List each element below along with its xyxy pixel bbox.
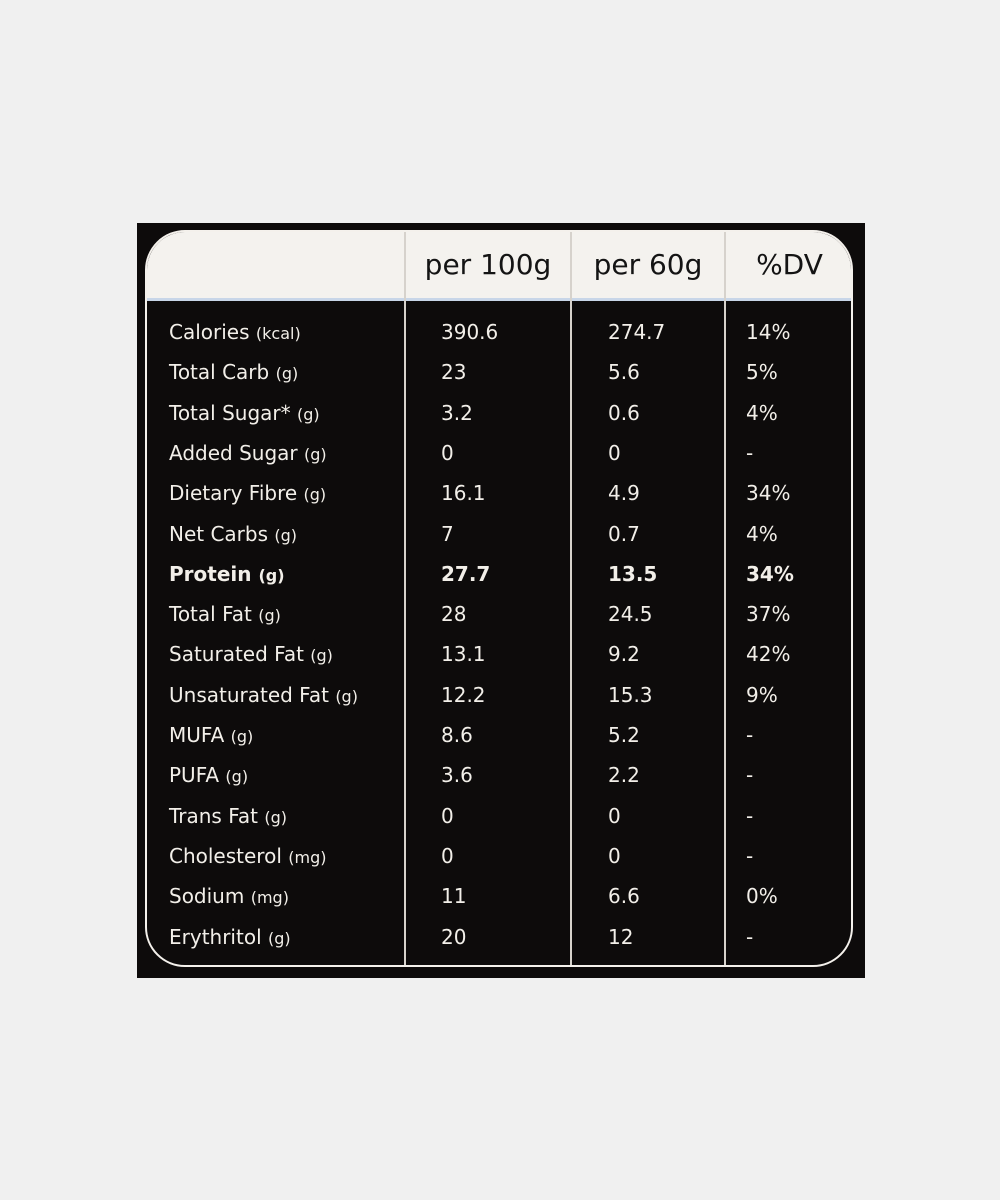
nutrient-name: Erythritol: [169, 924, 262, 949]
value-per-60g: 15.3: [608, 682, 653, 707]
value-percent-dv: 4%: [746, 521, 778, 546]
value-percent-dv: -: [746, 440, 754, 465]
value-per-60g: 2.2: [608, 763, 640, 788]
value-per-100g: 0: [441, 843, 454, 868]
value-per-100g: 11: [441, 884, 467, 909]
nutrition-table: [145, 230, 853, 967]
nutrient-unit: (g): [230, 727, 254, 746]
nutrient-label: [169, 594, 281, 636]
table-row: [147, 634, 851, 674]
value-per-100g: 28: [441, 602, 467, 627]
nutrient-unit: (kcal): [255, 324, 301, 343]
nutrient-label: [169, 393, 320, 435]
nutrient-name: Total Carb: [169, 360, 270, 385]
value-per-100g: 0: [441, 440, 454, 465]
nutrient-unit: (g): [264, 807, 287, 827]
value-per-100g: 23: [441, 360, 467, 385]
nutrient-label: [169, 917, 291, 959]
nutrient-unit: (g): [303, 444, 327, 464]
nutrient-unit: (g): [258, 565, 285, 585]
nutrient-label: [169, 312, 301, 354]
table-row: [147, 715, 851, 755]
nutrient-unit: (g): [296, 404, 320, 424]
nutrient-unit: (g): [268, 928, 291, 948]
nutrient-label: [169, 836, 326, 878]
value-per-60g: 274.7: [608, 320, 666, 344]
table-row: [147, 876, 851, 916]
nutrient-name: Dietary Fibre: [169, 481, 298, 506]
value-per-60g: 4.9: [608, 481, 640, 506]
value-per-60g: 0: [608, 440, 621, 465]
value-per-60g: 5.2: [608, 723, 640, 747]
nutrient-label: [169, 352, 298, 394]
value-per-100g: 16.1: [441, 481, 486, 506]
nutrient-name: PUFA: [169, 763, 220, 788]
header-divider: [147, 298, 851, 301]
value-per-100g: 0: [441, 803, 454, 828]
value-percent-dv: 14%: [746, 320, 791, 344]
value-per-100g: 3.2: [441, 400, 473, 425]
table-row: [147, 796, 851, 836]
value-percent-dv: 34%: [746, 481, 791, 506]
value-per-60g: 12: [608, 924, 634, 949]
table-row: [147, 675, 851, 715]
value-per-100g: 27.7: [441, 561, 491, 586]
nutrient-name: MUFA: [169, 723, 225, 747]
nutrient-label: [169, 554, 285, 596]
value-percent-dv: 42%: [746, 642, 791, 667]
nutrient-name: Total Fat: [169, 602, 252, 627]
value-per-60g: 5.6: [608, 360, 640, 385]
value-percent-dv: -: [746, 723, 754, 747]
value-per-60g: 0.7: [608, 521, 640, 546]
nutrient-name: Added Sugar: [169, 440, 298, 465]
value-per-100g: 13.1: [441, 642, 486, 667]
nutrient-label: [169, 675, 358, 717]
value-percent-dv: -: [746, 843, 754, 868]
value-per-100g: 7: [441, 521, 454, 546]
value-percent-dv: 37%: [746, 602, 791, 627]
table-row: [147, 312, 851, 352]
value-percent-dv: -: [746, 924, 754, 949]
value-per-60g: 0.6: [608, 400, 640, 425]
nutrient-label: [169, 514, 297, 556]
nutrient-name: Protein: [169, 561, 252, 586]
nutrient-unit: (mg): [288, 847, 327, 867]
nutrient-name: Calories: [169, 320, 250, 344]
value-percent-dv: -: [746, 763, 754, 788]
value-percent-dv: 34%: [746, 561, 794, 586]
nutrition-panel: [137, 223, 865, 978]
value-percent-dv: 9%: [746, 682, 778, 707]
column-header-per-60g: per 60g: [593, 248, 703, 281]
nutrient-unit: (g): [258, 606, 281, 626]
nutrient-label: [169, 796, 287, 838]
nutrient-unit: (g): [274, 525, 298, 545]
nutrient-name: Total Sugar*: [169, 400, 291, 425]
value-per-60g: 9.2: [608, 642, 640, 667]
nutrient-name: Unsaturated Fat: [169, 682, 329, 707]
nutrient-label: [169, 715, 253, 757]
value-per-60g: 0: [608, 843, 621, 868]
value-per-100g: 3.6: [441, 763, 473, 788]
nutrient-unit: (g): [310, 646, 333, 666]
value-per-60g: 6.6: [608, 884, 640, 909]
value-per-60g: 0: [608, 803, 621, 828]
value-per-60g: 24.5: [608, 602, 653, 627]
table-row: [147, 473, 851, 513]
nutrient-label: [169, 755, 248, 797]
nutrient-name: Cholesterol: [169, 843, 282, 868]
value-percent-dv: 5%: [746, 360, 778, 385]
nutrient-unit: (g): [335, 686, 358, 706]
value-per-60g: 13.5: [608, 561, 658, 586]
value-per-100g: 20: [441, 924, 467, 949]
column-header-dv: %DV: [756, 248, 823, 281]
value-percent-dv: -: [746, 803, 754, 828]
nutrient-label: [169, 433, 327, 475]
table-row: [147, 755, 851, 795]
nutrient-label: [169, 876, 289, 918]
column-header-per-100g: per 100g: [424, 248, 552, 281]
value-percent-dv: 4%: [746, 400, 778, 425]
nutrient-unit: (g): [275, 364, 299, 384]
nutrient-label: [169, 634, 333, 676]
value-per-100g: 390.6: [441, 320, 499, 344]
table-row: [147, 393, 851, 433]
nutrient-label: [169, 473, 326, 515]
table-row: [147, 352, 851, 392]
nutrient-unit: (mg): [250, 888, 289, 908]
table-row: [147, 554, 851, 594]
nutrient-name: Trans Fat: [169, 803, 258, 828]
nutrient-name: Sodium: [169, 884, 245, 909]
nutrient-name: Net Carbs: [169, 521, 269, 546]
value-per-100g: 12.2: [441, 682, 486, 707]
table-row: [147, 836, 851, 876]
nutrient-unit: (g): [225, 767, 249, 787]
value-percent-dv: 0%: [746, 884, 778, 909]
table-row: [147, 594, 851, 634]
table-row: [147, 514, 851, 554]
table-row: [147, 433, 851, 473]
table-row: [147, 917, 851, 957]
value-per-100g: 8.6: [441, 723, 473, 747]
nutrient-name: Saturated Fat: [169, 642, 304, 667]
nutrient-unit: (g): [303, 485, 327, 505]
